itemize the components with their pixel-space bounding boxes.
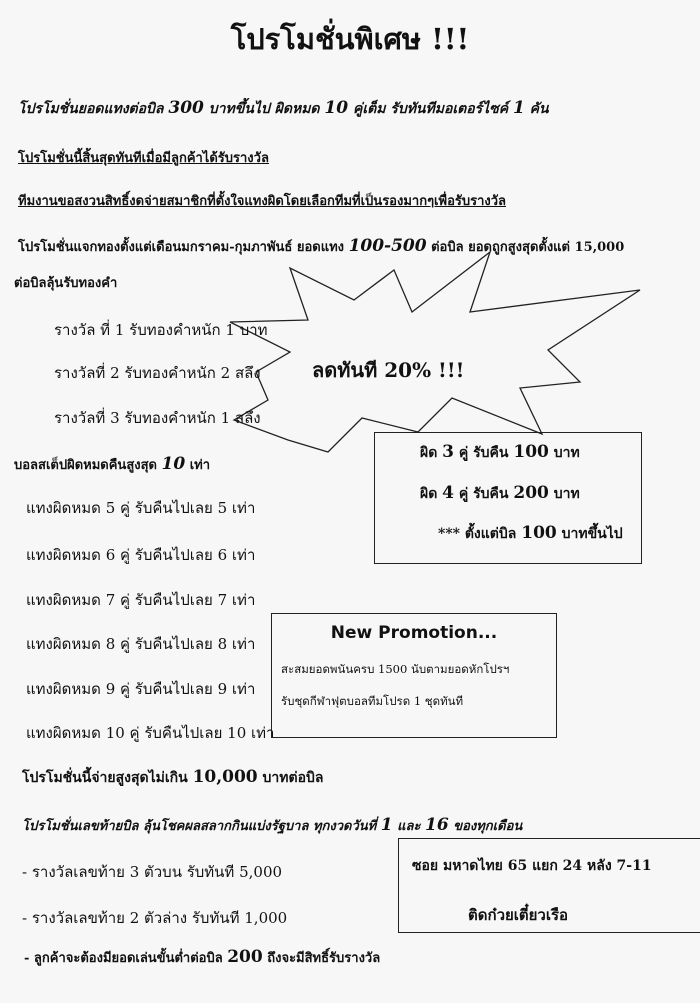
- lottery-intro: โปรโมชั่นเลขท้ายบิล ลุ้นโชคผลสลากกินแบ่งรัฐบาล ทุกงวดวันที่ 1 และ 16 ของทุกเดือน: [22, 815, 523, 835]
- step-row-4: แทงผิดหมด 8 คู่ รับคืนไปเลย 8 เท่า: [26, 635, 256, 653]
- starburst-outline: [230, 252, 640, 452]
- page-title: โปรโมชั่นพิเศษ !!!: [230, 22, 470, 56]
- refund-line-3: *** ตั้งแต่บิล 100 บาทขึ้นไป: [438, 523, 623, 543]
- gold-promo-intro: โปรโมชั่นแจกทองตั้งแต่เดือนมกราคม-กุมภาพันธ์ ยอดแทง 100-500 ต่อบิล ยอดถูกสูงสุดตั้งแต่ 15,000: [18, 236, 625, 256]
- new-promotion-line-1: สะสมยอดพนันครบ 1500 นับตามยอดหักโปรฯ: [281, 662, 510, 676]
- step-heading: บอลสเต็ปผิดหมดคืนสูงสุด 10 เท่า: [14, 454, 211, 474]
- new-promotion-title: New Promotion...: [330, 623, 498, 643]
- refund-line-2: ผิด 4 คู่ รับคืน 200 บาท: [420, 483, 580, 503]
- new-promotion-line-2: รับชุดกีฬาฟุตบอลทีมโปรด 1 ชุดทันที: [281, 694, 464, 708]
- lottery-prize-1: - รางวัลเลขท้าย 3 ตัวบน รับทันที 5,000: [22, 863, 283, 881]
- promo-end-notice: โปรโมชั่นนี้สิ้นสุดทันทีเมื่อมีลูกค้าได้รับรางวัล: [18, 151, 269, 166]
- starburst-discount-text: ลดทันที 20% !!!: [312, 358, 465, 382]
- step-row-6: แทงผิดหมด 10 คู่ รับคืนไปเลย 10 เท่า: [26, 724, 275, 742]
- refund-line-1: ผิด 3 คู่ รับคืน 100 บาท: [420, 442, 580, 462]
- team-notice: ทีมงานขอสงวนสิทธิ์งดจ่ายสมาชิกที่ตั้งใจแทงผิดโดยเลือกทีมที่เป็นรองมากๆเพื่อรับรางวัล: [18, 194, 507, 209]
- gold-prize-3: รางวัลที่ 3 รับทองคำหนัก 1 สลึง: [54, 409, 261, 427]
- gold-promo-intro-line2: ต่อบิลลุ้นรับทองคำ: [14, 276, 118, 291]
- step-row-5: แทงผิดหมด 9 คู่ รับคืนไปเลย 9 เท่า: [26, 680, 256, 698]
- step-row-3: แทงผิดหมด 7 คู่ รับคืนไปเลย 7 เท่า: [26, 591, 256, 609]
- address-line-1: ซอย มหาดไทย 65 แยก 24 หลัง 7-11: [412, 858, 652, 874]
- promo-motorcycle: โปรโมชั่นยอดแทงต่อบิล 300 บาทขึ้นไป ผิดหมด 10 คู่เต็ม รับทันทีมอเตอร์ไซค์ 1 คัน: [18, 98, 549, 118]
- lottery-condition: - ลูกค้าจะต้องมียอดเล่นขั้นต่ำต่อบิล 200 ถึงจะมีสิทธิ์รับรางวัล: [24, 947, 381, 967]
- gold-prize-1: รางวัล ที่ 1 รับทองคำหนัก 1 บาท: [54, 321, 268, 339]
- lottery-prize-2: - รางวัลเลขท้าย 2 ตัวล่าง รับทันที 1,000: [22, 909, 288, 927]
- max-payout: โปรโมชั่นนี้จ่ายสูงสุดไม่เกิน 10,000 บาทต่อบิล: [22, 767, 324, 787]
- step-row-2: แทงผิดหมด 6 คู่ รับคืนไปเลย 6 เท่า: [26, 546, 256, 564]
- address-line-2: ติดก๋วยเตี๋ยวเรือ: [468, 906, 569, 924]
- step-row-1: แทงผิดหมด 5 คู่ รับคืนไปเลย 5 เท่า: [26, 499, 256, 517]
- gold-prize-2: รางวัลที่ 2 รับทองคำหนัก 2 สลึง: [54, 364, 261, 382]
